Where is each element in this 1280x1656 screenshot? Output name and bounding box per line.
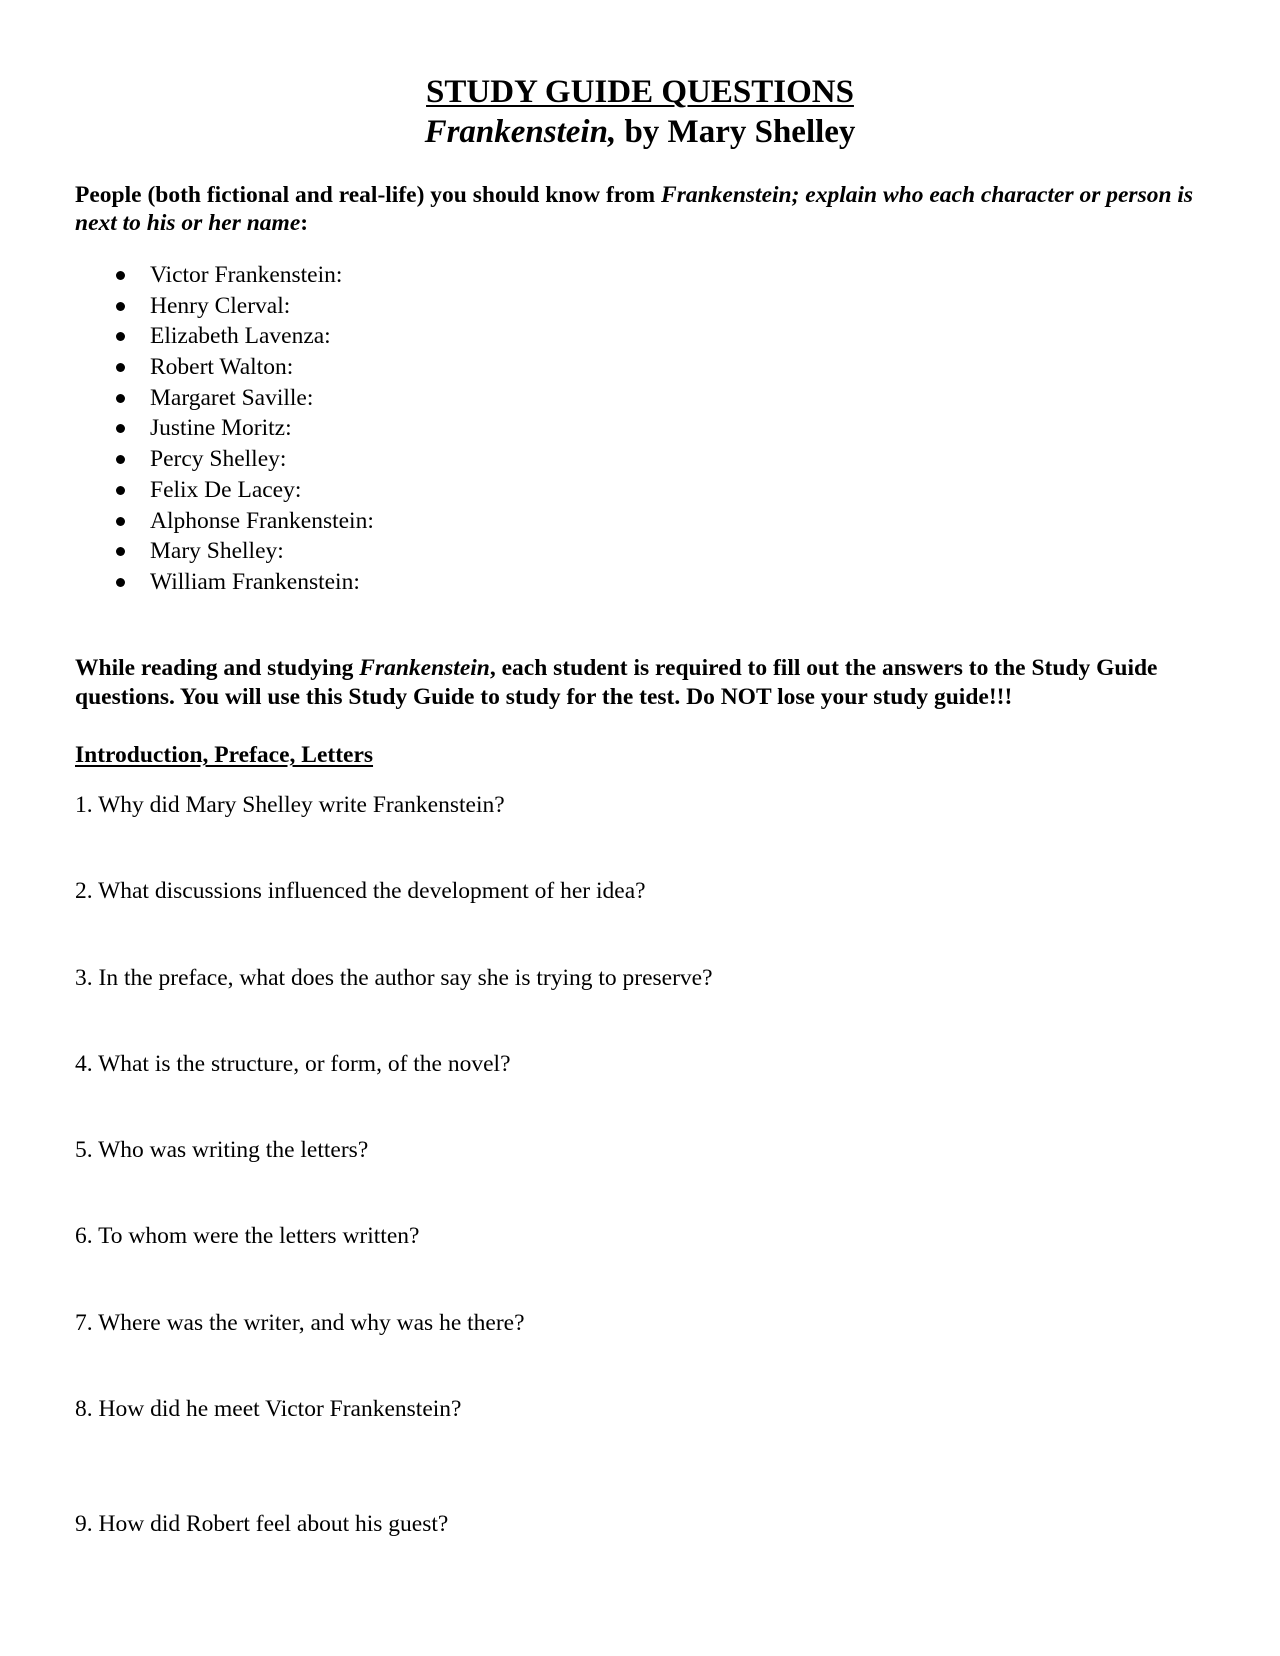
list-item [110,260,374,291]
instructions-book-title: Frankenstein [359,655,490,681]
person-name: Victor Frankenstein: [150,262,343,288]
person-name: Alphonse Frankenstein: [150,507,374,534]
question-5: 5. Who was writing the letters? [75,1137,369,1163]
people-intro-plain: People (both fictional and real-life) you should know from [75,182,662,208]
people-intro-end: : [300,210,309,236]
person-name: Margaret Saville: [150,384,314,411]
person-name: Felix De Lacey: [150,476,302,503]
list-item [110,413,374,444]
people-intro [75,181,1205,237]
list-item [110,291,374,322]
section-heading: Introduction, Preface, Letters [75,742,374,768]
bullet-icon [116,578,125,587]
instructions-paragraph [75,654,1205,712]
bullet-icon [116,363,125,372]
question-6: 6. To whom were the letters written? [75,1223,420,1249]
page-title: STUDY GUIDE QUESTIONS [426,74,854,110]
person-name: Elizabeth Lavenza: [150,323,331,350]
bullet-icon [116,332,125,341]
question-2: 2. What discussions influenced the development of her idea? [75,878,646,904]
instructions-part1: While reading and studying [75,655,360,681]
bullet-icon [116,486,125,495]
question-3: 3. In the preface, what does the author say she is trying to preserve? [75,965,713,991]
list-item [110,536,374,567]
bullet-icon [116,271,125,280]
question-8: 8. How did he meet Victor Frankenstein? [75,1396,462,1422]
person-name: Justine Moritz: [150,415,292,442]
bullet-icon [116,547,125,556]
question-1: 1. Why did Mary Shelley write Frankenstein? [75,792,505,818]
list-item [110,475,374,506]
instructions-part2: , each student is required to fill out the answers to the Study Guide questions. You will use this Study Guide to study for the test. Do NOT lose your study guide!!! [75,655,1158,710]
bullet-icon [116,455,125,464]
person-name: Henry Clerval: [150,292,291,319]
person-name: Robert Walton: [150,354,294,381]
bullet-icon [116,517,125,526]
bullet-icon [116,394,125,403]
list-item [110,506,374,537]
people-list [110,260,374,598]
bullet-icon [116,424,125,433]
person-name: Mary Shelley: [150,538,284,565]
subtitle-author: by Mary Shelley [616,114,856,150]
person-name: William Frankenstein: [150,568,360,595]
list-item [110,352,374,383]
list-item [110,567,374,598]
list-item [110,444,374,475]
question-7: 7. Where was the writer, and why was he there? [75,1310,525,1336]
list-item [110,383,374,414]
question-9: 9. How did Robert feel about his guest? [75,1511,449,1537]
question-4: 4. What is the structure, or form, of the novel? [75,1051,511,1077]
people-intro-italic: Frankenstein; explain who each character or person is next to his or her name [75,182,1194,236]
person-name: Percy Shelley: [150,446,287,473]
list-item [110,321,374,352]
subtitle-book-title: Frankenstein, [424,114,617,150]
page-subtitle [0,112,1280,152]
bullet-icon [116,302,125,311]
